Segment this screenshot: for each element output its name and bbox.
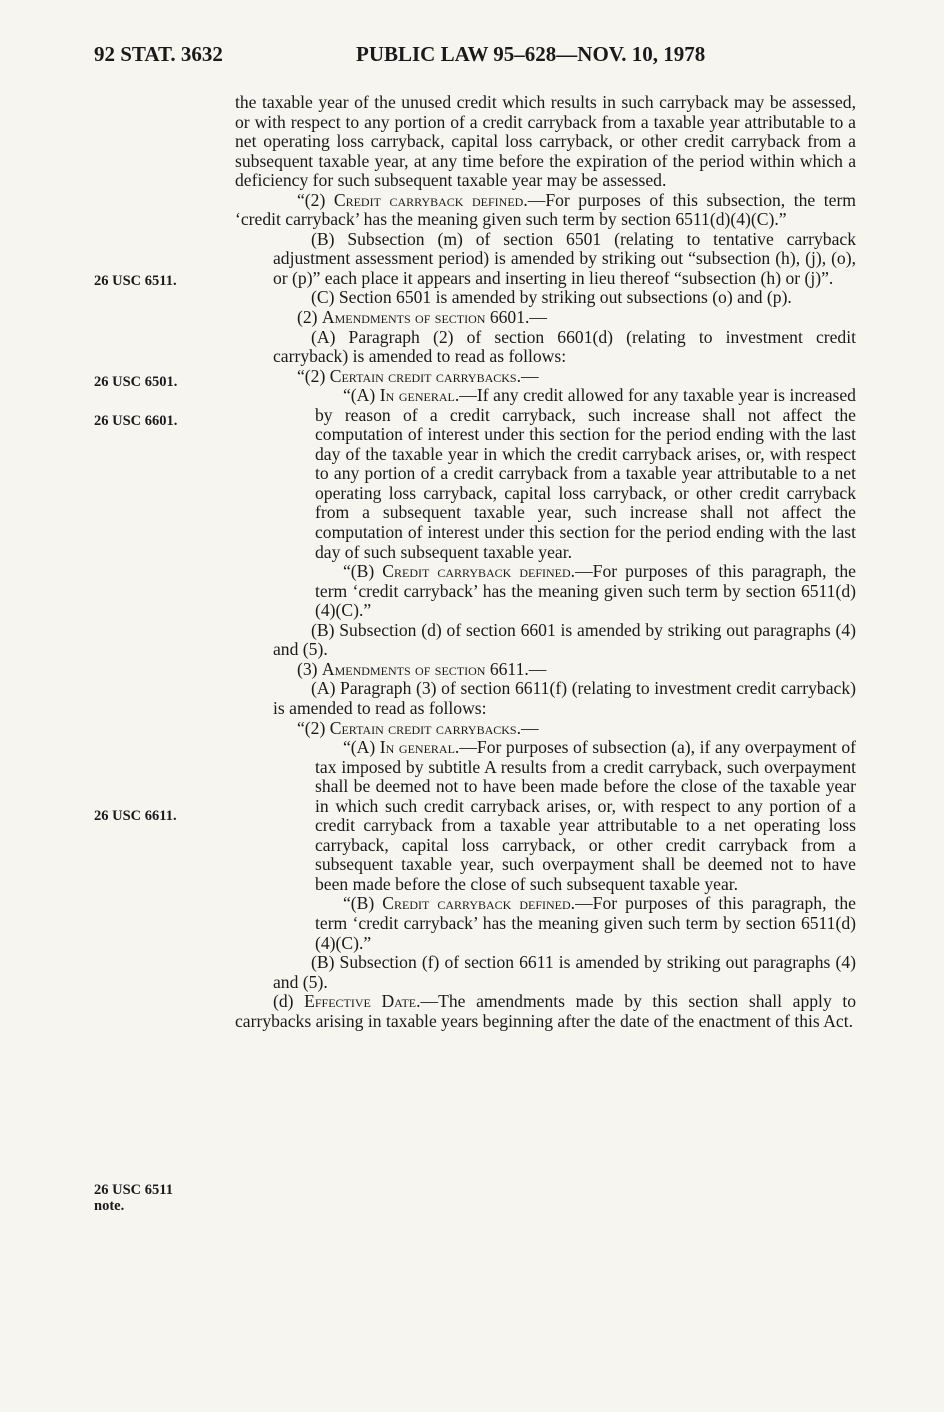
paragraph-b-subsection-f: (B) Subsection (f) of section 6611 is amended by striking out paragraphs (4) and (5).	[273, 952, 856, 992]
heading-in-general: “(A) In general.	[343, 737, 460, 758]
law-title: PUBLIC LAW 95–628—NOV. 10, 1978	[356, 42, 706, 66]
margin-note-line-2: note.	[94, 1198, 125, 1214]
paragraph-continuation: the taxable year of the unused credit which results in such carryback may be assessed, or with respect to any portion of a credit carryback from a taxable year attributable to a net operating loss carryback, capital loss carryback, or other credit carryback from a subsequent taxable year, at any time before the expiration of the period within which a deficiency for such subsequent taxable year may be assessed.	[235, 92, 856, 191]
paragraph-text: —The amendments made by this section shall apply to carrybacks arising in taxable years beginning after the date of the enactment of this Act.	[235, 991, 857, 1031]
margin-note-26-usc-6511-note	[94, 1182, 173, 1214]
stat-reference: 92 STAT. 3632	[94, 42, 223, 66]
paragraph-text: —If any credit allowed for any taxable year is increased by reason of a credit carryback, such increase shall not affect the computation of interest under this section for the period ending with the last day of the taxable year in which the credit carryback arises, or, with respect to any portion of a credit carryback from a taxable year attributable to a net operating loss carryback, capital loss carryback, or other credit carryback from a subsequent taxable year, such increase shall not affect the computation of interest under this section for the period ending with the last day of such subsequent taxable year.	[315, 385, 856, 562]
item-number: (2)	[297, 307, 318, 328]
heading-in-general: “(A) In general.	[343, 385, 460, 406]
paragraph-in-general-6601	[235, 386, 856, 562]
item-number: (3)	[297, 658, 318, 679]
heading-credit-carryback-defined: “(B) Credit carryback defined.	[343, 561, 576, 582]
margin-note-26-usc-6611: 26 USC 6611.	[94, 808, 177, 824]
margin-note-line-1: 26 USC 6511	[94, 1182, 173, 1198]
document-body	[235, 93, 856, 1031]
margin-note-26-usc-6601: 26 USC 6601.	[94, 413, 178, 429]
heading-amendments-6601: Amendments of section 6601.	[321, 307, 530, 328]
paragraph-certain-credit-carrybacks-2	[235, 719, 856, 739]
paragraph-credit-carryback-defined	[235, 191, 856, 230]
paragraph-amendments-6611	[235, 660, 856, 680]
dash: —	[529, 307, 548, 328]
paragraph-in-general-6611	[235, 738, 856, 894]
paragraph-text: —For purposes of subsection (a), if any overpayment of tax imposed by subtitle A results from a credit carryback, such overpayment shall be deemed not to have been made before the close of the taxable year in which such credit carryback arises, or, with respect to any portion of a credit carryback from a taxable year attributable to a net operating loss carryback, capital loss carryback, or other credit carryback from a subsequent taxable year, such overpayment shall be deemed not to have been made before the close of such subsequent taxable year.	[315, 737, 857, 894]
paragraph-effective-date	[235, 992, 856, 1031]
margin-note-26-usc-6511: 26 USC 6511.	[94, 273, 177, 289]
paragraph-a-section-6601d: (A) Paragraph (2) of section 6601(d) (relating to investment credit carryback) is amended to read as follows:	[273, 326, 856, 367]
paragraph-text: —For purposes of this paragraph, the term ‘credit carryback’ has the meaning given such term by section 6511(d)(4)(C).”	[315, 561, 856, 621]
paragraph-amendments-6601	[235, 308, 856, 328]
paragraph-c-section-6501: (C) Section 6501 is amended by striking out subsections (o) and (p).	[311, 287, 792, 308]
paragraph-credit-carryback-defined-6601	[235, 562, 856, 621]
heading-certain-credit-carrybacks: “(2) Certain credit carrybacks.	[297, 717, 521, 738]
heading-amendments-6611: Amendments of section 6611.	[321, 658, 529, 679]
margin-note-26-usc-6501: 26 USC 6501.	[94, 374, 178, 390]
dash: —	[521, 365, 539, 386]
paragraph-b-subsection-m: (B) Subsection (m) of section 6501 (relating to tentative carryback adjustment assessment period) is amended by striking out “subsection (h), (j), (o), or (p)” each place it appears and inserting in lieu thereof “subsection (h) or (j)”.	[273, 228, 856, 288]
paragraph-a-section-6611f: (A) Paragraph (3) of section 6611(f) (relating to investment credit carryback) is amended to read as follows:	[273, 678, 856, 718]
page-header	[94, 42, 864, 72]
paragraph-text: —For purposes of this paragraph, the term ‘credit carryback’ has the meaning given such term by section 6511(d)(4)(C).”	[315, 893, 856, 953]
paragraph-text: —For purposes of this subsection, the term ‘credit carryback’ has the meaning given such term by section 6511(d)(4)(C).”	[235, 189, 856, 230]
paragraph-b-subsection-d: (B) Subsection (d) of section 6601 is amended by striking out paragraphs (4) and (5).	[273, 619, 856, 660]
dash: —	[521, 717, 539, 738]
paragraph-credit-carryback-defined-6611	[235, 894, 856, 953]
heading-certain-credit-carrybacks: “(2) Certain credit carrybacks.	[297, 365, 521, 386]
paragraph-certain-credit-carrybacks	[235, 367, 856, 387]
item-number: (d)	[273, 991, 294, 1012]
heading-effective-date: Effective Date.	[304, 991, 421, 1012]
heading-credit-carryback-defined: “(2) Credit carryback defined.	[297, 189, 528, 210]
heading-credit-carryback-defined: “(B) Credit carryback defined.	[343, 893, 576, 914]
dash: —	[528, 658, 547, 679]
